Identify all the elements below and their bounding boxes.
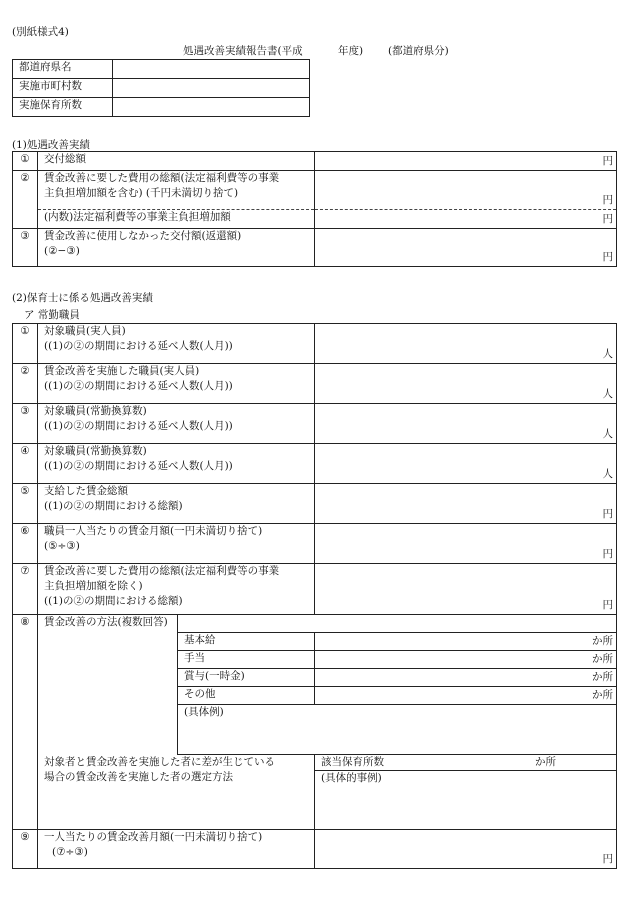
allowance-count-field[interactable] [315, 651, 617, 669]
wage-method-label: 賃金改善の方法(複数回答) [38, 615, 178, 755]
section1-heading: (1)処遇改善実績 [12, 139, 90, 151]
method-label: 基本給 [178, 633, 315, 651]
selection-method-label: 対象者と賃金改善を実施した者に差が生じている 場合の賃金改善を実施した者の選定方法 [38, 755, 315, 830]
info-label: 実施保育所数 [13, 98, 113, 117]
example-field[interactable] [178, 705, 617, 755]
section2-subheading: ア 常勤職員 [24, 309, 80, 321]
unit-label: 人 [602, 468, 614, 480]
unit-label: か所 [535, 756, 557, 768]
row-label: 賃金改善に使用しなかった交付額(返還額) (②−③) [38, 229, 315, 267]
fiscal-year-label: 年度) [338, 45, 364, 57]
row-number: ① [13, 324, 38, 364]
row-number: ⑥ [13, 524, 38, 564]
facilities-count-field[interactable] [315, 755, 617, 771]
row-label: 対象職員(実人員) ((1)の②の期間における延べ人数(人月)) [38, 324, 315, 364]
improvement-cost-field[interactable] [315, 564, 617, 615]
row-label: 対象職員(常勤換算数) ((1)の②の期間における延べ人数(人月)) [38, 404, 315, 444]
row-label: 対象職員(常勤換算数) ((1)の②の期間における延べ人数(人月)) [38, 444, 315, 484]
fte-staff-field[interactable] [315, 404, 617, 444]
employer-burden-field[interactable] [315, 210, 617, 229]
row-label: 賃金改善に要した費用の総額(法定福利費等の事業 主負担増加額を除く) ((1)の②の期間における総額) [38, 564, 315, 615]
wage-improvement-cost-field[interactable] [315, 171, 617, 210]
row-label: 交付総額 [38, 152, 315, 171]
scope-label: (都道府県分) [388, 45, 449, 57]
row-label: 賃金改善に要した費用の総額(法定福利費等の事業 主負担増加額を含む) (千円未満切り捨て) [38, 171, 315, 210]
method-label: 賞与(一時金) [178, 669, 315, 687]
row-number: ④ [13, 444, 38, 484]
row-label: 職員一人当たりの賃金月額(一円未満切り捨て) (⑤÷③) [38, 524, 315, 564]
municipality-count-field[interactable] [113, 79, 310, 98]
unit-label: 円 [602, 508, 614, 520]
facilities-label: 該当保育所数 [321, 756, 385, 768]
row-number: ⑦ [13, 564, 38, 615]
row-label: 支給した賃金総額 ((1)の②の期間における総額) [38, 484, 315, 524]
info-table [12, 59, 310, 117]
bonus-count-field[interactable] [315, 669, 617, 687]
base-salary-count-field[interactable] [315, 633, 617, 651]
monthly-improvement-field[interactable] [315, 830, 617, 869]
case-label: (具体的事例) [321, 772, 382, 784]
unit-label: 人 [602, 348, 614, 360]
method-label: 手当 [178, 651, 315, 669]
refund-amount-field[interactable] [315, 229, 617, 267]
row-number: ② [13, 364, 38, 404]
nursery-count-field[interactable] [113, 98, 310, 117]
method-label: その他 [178, 687, 315, 705]
example-label: (具体例) [184, 706, 224, 718]
target-staff-field[interactable] [315, 324, 617, 364]
unit-label: 人 [602, 428, 614, 440]
row-number: ① [13, 152, 38, 171]
row-label: 一人当たりの賃金改善月額(一円未満切り捨て) (⑦÷③) [38, 830, 315, 869]
section1-table [12, 151, 617, 267]
unit-label: か所 [592, 689, 614, 701]
unit-label: か所 [592, 635, 614, 647]
unit-label: 円 [602, 599, 614, 611]
report-title: 処遇改善実績報告書(平成 [183, 45, 303, 57]
row-number: ③ [13, 229, 38, 267]
unit-label: か所 [592, 653, 614, 665]
row-label: 賃金改善を実施した職員(実人員) ((1)の②の期間における延べ人数(人月)) [38, 364, 315, 404]
info-label: 都道府県名 [13, 60, 113, 79]
section2-table [12, 323, 617, 869]
row-number: ⑤ [13, 484, 38, 524]
improved-staff-field[interactable] [315, 364, 617, 404]
row-number: ② [13, 171, 38, 229]
form-label: (別紙様式4) [12, 26, 69, 38]
total-grant-field[interactable] [315, 152, 617, 171]
other-count-field[interactable] [315, 687, 617, 705]
unit-label: 円 [602, 194, 613, 206]
unit-label: 円 [602, 548, 614, 560]
section2-heading: (2)保育士に係る処遇改善実績 [12, 292, 153, 304]
fte-staff-field-2[interactable] [315, 444, 617, 484]
row-number: ③ [13, 404, 38, 444]
row-number: ⑨ [13, 830, 38, 869]
case-example-field[interactable] [315, 771, 617, 830]
row-number: ⑧ [13, 615, 38, 830]
unit-label: 人 [602, 388, 614, 400]
row-label: (内数)法定福利費等の事業主負担増加額 [38, 210, 315, 229]
unit-label: か所 [592, 671, 614, 683]
unit-label: 円 [602, 213, 613, 225]
info-label: 実施市町村数 [13, 79, 113, 98]
unit-label: 円 [602, 155, 613, 167]
monthly-wage-field[interactable] [315, 524, 617, 564]
unit-label: 円 [602, 251, 613, 263]
prefecture-name-field[interactable] [113, 60, 310, 79]
unit-label: 円 [602, 853, 614, 865]
total-wages-field[interactable] [315, 484, 617, 524]
